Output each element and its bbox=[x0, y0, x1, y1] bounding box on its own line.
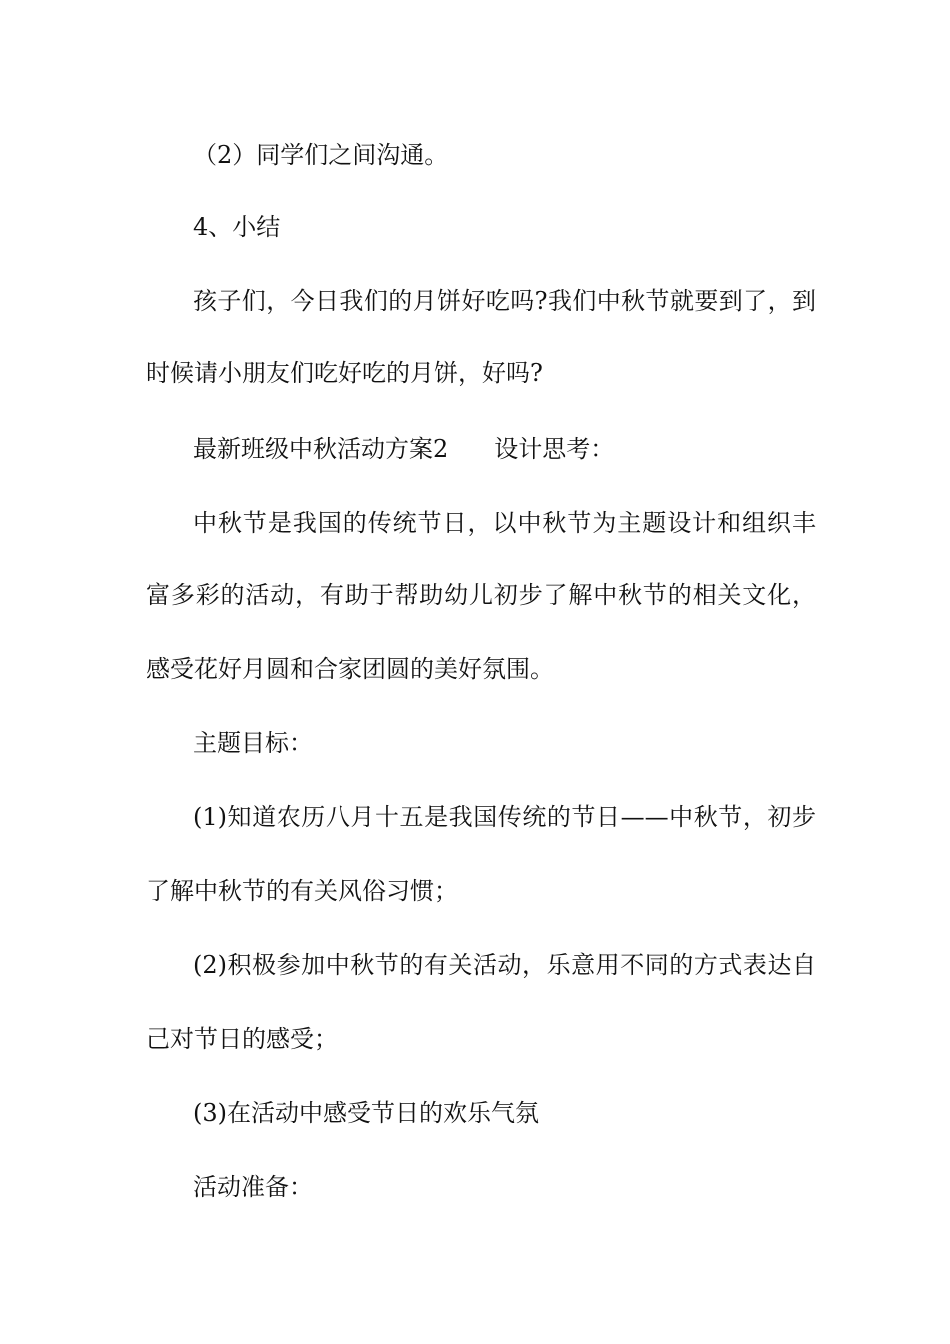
list-item-line: (1)知道农历八月十五是我国传统的节日——中秋节，初步 bbox=[193, 803, 816, 831]
section-heading: 4、小结 bbox=[193, 213, 281, 241]
paragraph-line: 感受花好月圆和合家团圆的美好氛围。 bbox=[146, 655, 554, 683]
paragraph-line: 时候请小朋友们吃好吃的月饼，好吗? bbox=[146, 359, 543, 387]
section-heading: 设计思考： bbox=[494, 435, 615, 463]
list-item-line: (3)在活动中感受节日的欢乐气氛 bbox=[193, 1099, 539, 1127]
list-item-line: 了解中秋节的有关风俗习惯； bbox=[146, 877, 458, 905]
section-heading: 活动准备： bbox=[193, 1173, 313, 1201]
list-item-line: 己对节日的感受； bbox=[146, 1025, 338, 1053]
paragraph-line: （2）同学们之间沟通。 bbox=[193, 141, 449, 169]
section-heading: 主题目标： bbox=[193, 729, 313, 757]
heading-line bbox=[193, 434, 816, 464]
paragraph-line: 富多彩的活动，有助于帮助幼儿初步了解中秋节的相关文化， bbox=[146, 581, 816, 609]
paragraph-line: 孩子们，今日我们的月饼好吃吗?我们中秋节就要到了，到 bbox=[193, 287, 816, 315]
paragraph-line: 中秋节是我国的传统节日，以中秋节为主题设计和组织丰 bbox=[193, 509, 816, 537]
document-title: 最新班级中秋活动方案2 bbox=[193, 435, 449, 463]
list-item-line: (2)积极参加中秋节的有关活动，乐意用不同的方式表达自 bbox=[193, 951, 816, 979]
